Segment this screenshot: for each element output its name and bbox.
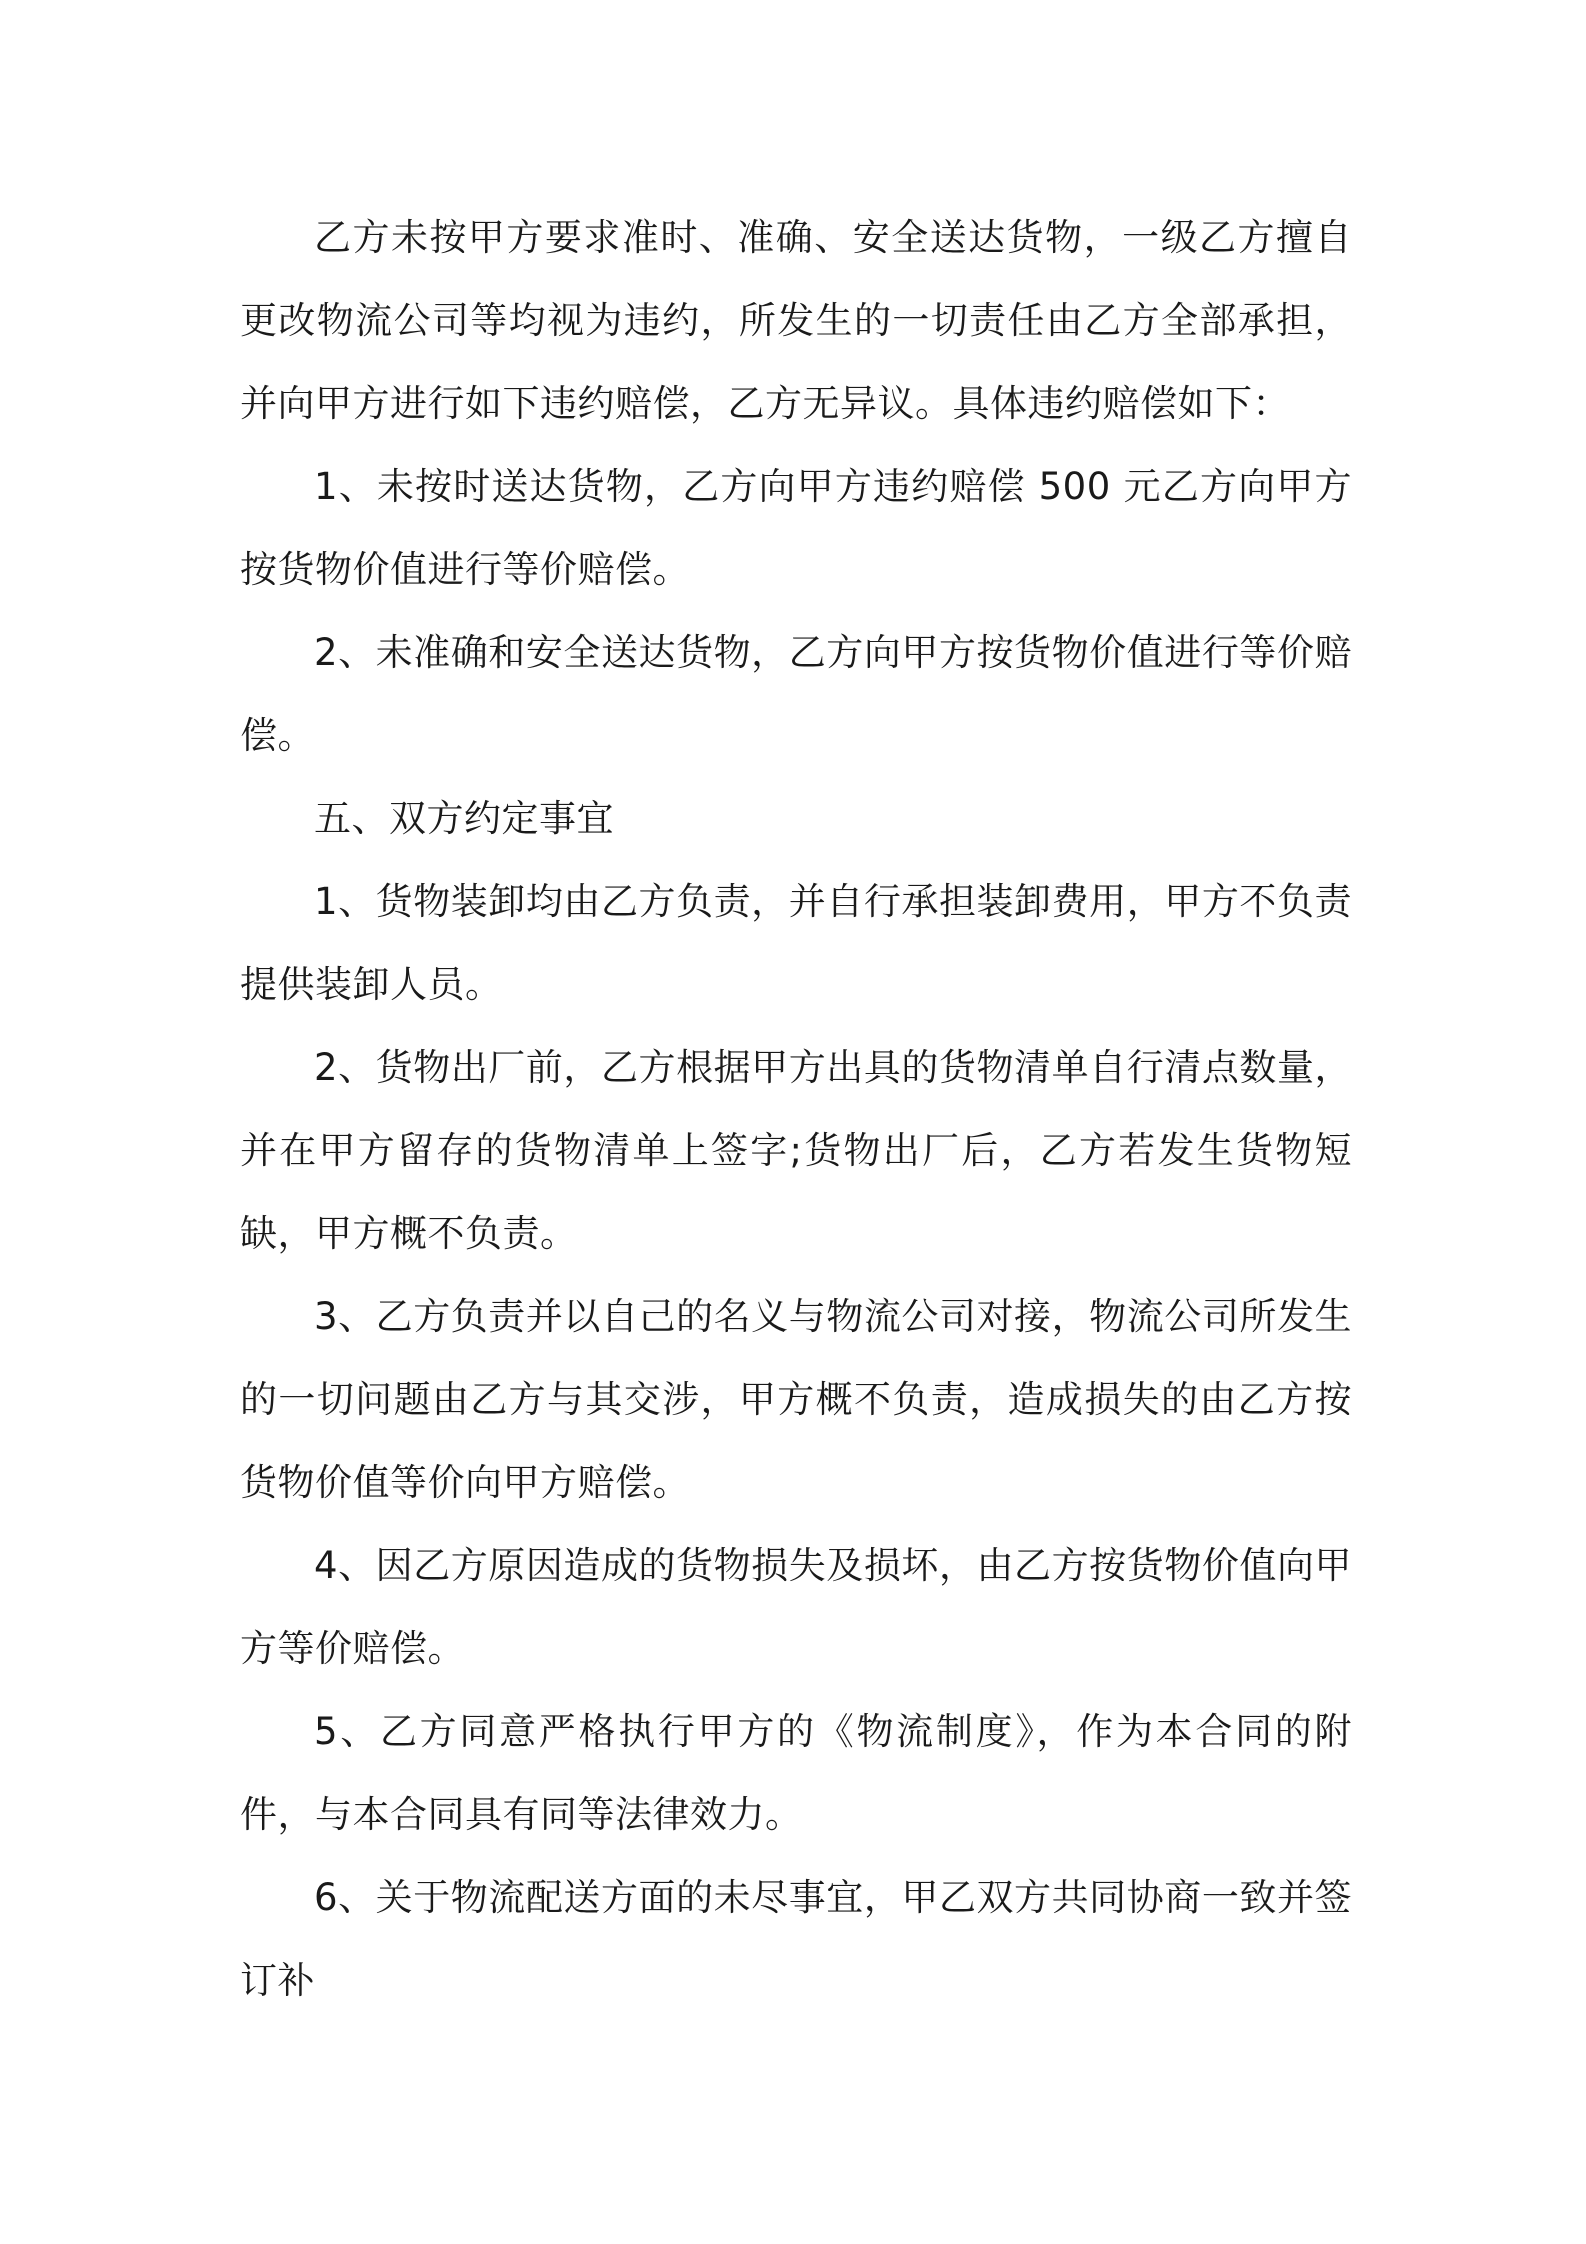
paragraph-breach-item-1: 1、未按时送达货物，乙方向甲方违约赔偿 500 元乙方向甲方按货物价值进行等价赔偿。 <box>240 465 1352 591</box>
document-body <box>240 196 1352 2022</box>
paragraph-agreed-item-4: 4、因乙方原因造成的货物损失及损坏，由乙方按货物价值向甲方等价赔偿。 <box>240 1544 1352 1670</box>
paragraph-agreed-item-1: 1、货物装卸均由乙方负责，并自行承担装卸费用，甲方不负责提供装卸人员。 <box>240 880 1352 1006</box>
paragraph-agreed-item-5: 5、乙方同意严格执行甲方的《物流制度》，作为本合同的附件，与本合同具有同等法律效力。 <box>240 1710 1352 1836</box>
paragraph-agreed-item-6: 6、关于物流配送方面的未尽事宜，甲乙双方共同协商一致并签订补 <box>240 1876 1352 2002</box>
paragraph-agreed-item-3: 3、乙方负责并以自己的名义与物流公司对接，物流公司所发生的一切问题由乙方与其交涉，甲方概不负责，造成损失的由乙方按货物价值等价向甲方赔偿。 <box>240 1295 1352 1504</box>
paragraph-breach-item-2: 2、未准确和安全送达货物，乙方向甲方按货物价值进行等价赔偿。 <box>240 631 1352 757</box>
section-heading-agreed-matters: 五、双方约定事宜 <box>314 797 614 840</box>
paragraph-breach-intro: 乙方未按甲方要求准时、准确、安全送达货物，一级乙方擅自更改物流公司等均视为违约，所发生的一切责任由乙方全部承担，并向甲方进行如下违约赔偿，乙方无异议。具体违约赔偿如下： <box>240 216 1352 425</box>
paragraph-agreed-item-2: 2、货物出厂前，乙方根据甲方出具的货物清单自行清点数量，并在甲方留存的货物清单上签字;货物出厂后，乙方若发生货物短缺，甲方概不负责。 <box>240 1046 1352 1255</box>
